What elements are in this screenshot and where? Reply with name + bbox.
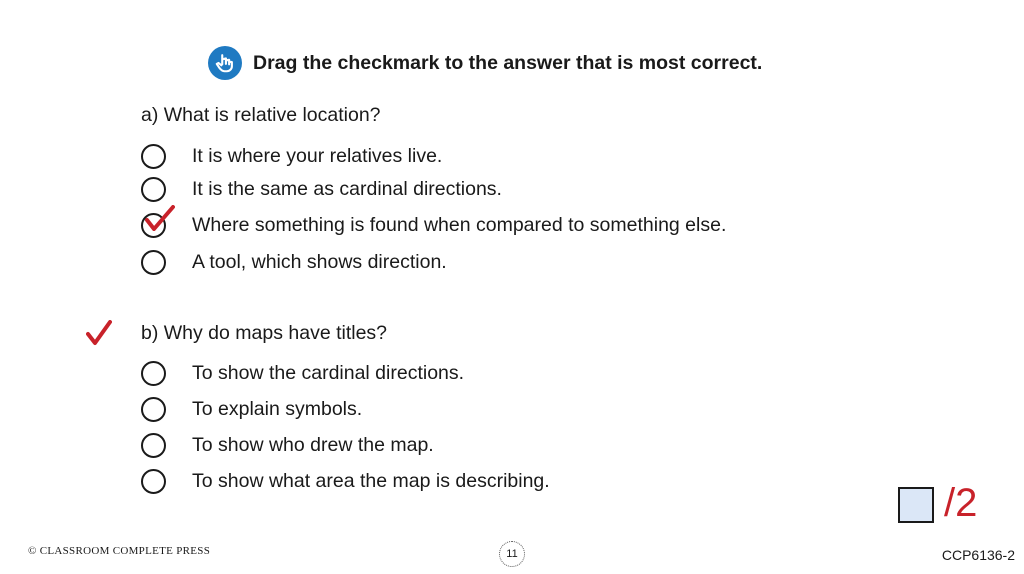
checkmark-icon[interactable] xyxy=(145,205,175,231)
option-circle[interactable] xyxy=(141,144,166,169)
product-code: CCP6136-2 xyxy=(941,547,1015,563)
option-circle[interactable] xyxy=(141,361,166,386)
option-text: To show who drew the map. xyxy=(192,433,434,456)
instruction-text: Drag the checkmark to the answer that is most correct. xyxy=(253,51,763,74)
option-text: It is the same as cardinal directions. xyxy=(192,177,502,200)
option-b3[interactable] xyxy=(141,430,434,460)
question-a-label: a) What is relative location? xyxy=(141,104,381,126)
option-circle[interactable] xyxy=(141,397,166,422)
option-a4[interactable] xyxy=(141,247,447,277)
option-a2[interactable] xyxy=(141,174,502,204)
option-b1[interactable] xyxy=(141,358,465,388)
option-b4[interactable] xyxy=(141,466,550,496)
option-text: It is where your relatives live. xyxy=(192,144,443,167)
option-b2[interactable] xyxy=(141,394,363,424)
question-b-label: b) Why do maps have titles? xyxy=(141,322,388,344)
option-a1[interactable] xyxy=(141,141,443,171)
option-text: To show the cardinal directions. xyxy=(192,361,465,384)
publisher-logo: © CLASSROOM COMPLETE PRESS xyxy=(28,545,211,557)
option-circle[interactable] xyxy=(141,177,166,202)
draggable-checkmark-icon[interactable] xyxy=(86,320,112,346)
option-circle[interactable] xyxy=(141,250,166,275)
option-text: Where something is found when compared to something else. xyxy=(192,213,727,236)
option-text: To show what area the map is describing. xyxy=(192,469,550,492)
option-text: A tool, which shows direction. xyxy=(192,250,447,273)
option-a3[interactable] xyxy=(141,210,727,240)
option-circle[interactable] xyxy=(141,213,166,238)
option-circle[interactable] xyxy=(141,469,166,494)
score-input-box[interactable] xyxy=(898,487,934,523)
page-number: 11 xyxy=(499,541,525,567)
option-text: To explain symbols. xyxy=(192,397,363,420)
option-circle[interactable] xyxy=(141,433,166,458)
hand-pointer-icon xyxy=(208,46,242,80)
score-total: /2 xyxy=(944,481,978,525)
instruction-row xyxy=(208,46,762,80)
